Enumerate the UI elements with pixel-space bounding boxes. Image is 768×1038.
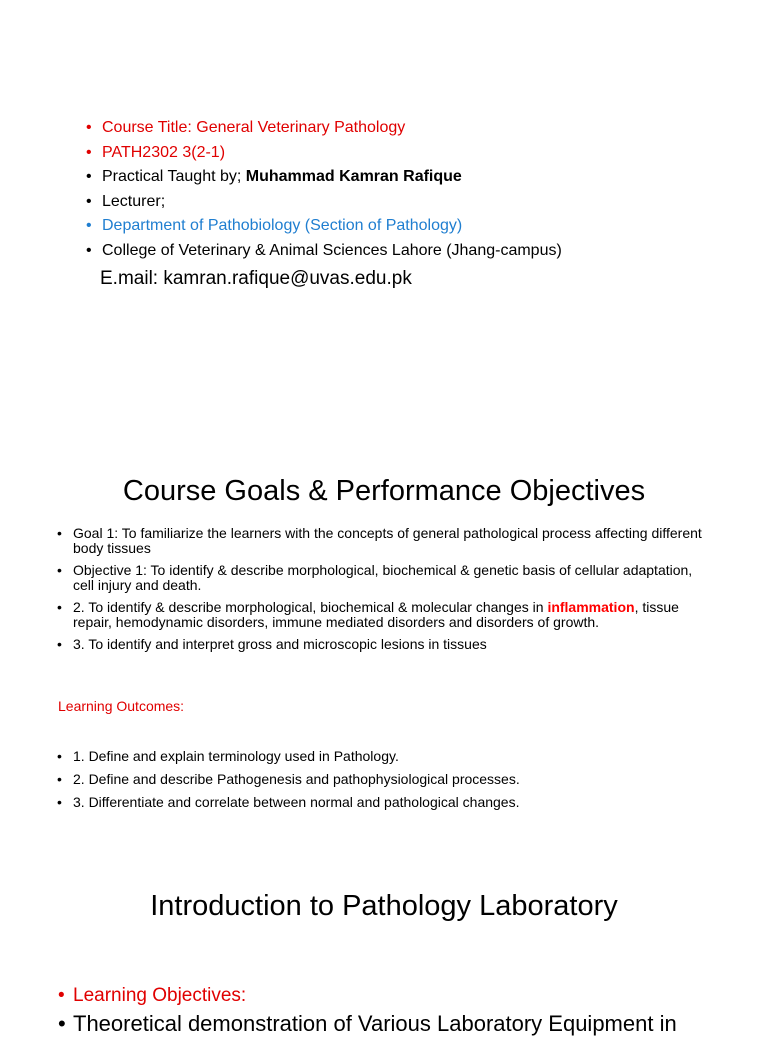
bullet-icon: • — [86, 192, 92, 210]
course-code-text: PATH2302 3(2-1) — [102, 143, 226, 161]
goals-slide-title: Course Goals & Performance Objectives — [122, 475, 646, 507]
designation-item — [86, 190, 562, 215]
goal-text: Objective 1: To identify & describe morphological, biochemical & genetic basis of cellular adaptation, cell injury and death. — [73, 562, 693, 593]
outcome-text: 2. Define and describe Pathogenesis and pathophysiological processes. — [73, 771, 520, 787]
bullet-icon: • — [86, 241, 92, 259]
bullet-icon: • — [57, 748, 62, 764]
goals-list — [57, 526, 717, 659]
learning-outcomes-list — [57, 745, 520, 814]
bullet-icon: • — [86, 168, 92, 186]
outcome-item — [57, 745, 520, 768]
goal-item — [57, 526, 717, 556]
instructor-name: Muhammad Kamran Rafique — [245, 168, 462, 186]
lab-slide-title: Introduction to Pathology Laboratory — [150, 890, 618, 922]
outcome-item — [57, 791, 520, 814]
outcome-text: 3. Differentiate and correlate between normal and pathological changes. — [73, 794, 520, 810]
department-text: Department of Pathobiology (Section of Pathology) — [102, 217, 463, 235]
college-text: College of Veterinary & Animal Sciences Lahore (Jhang-campus) — [102, 241, 562, 259]
goal-item — [57, 600, 717, 630]
instructor-prefix: Practical Taught by; — [102, 168, 246, 186]
bullet-icon: • — [86, 143, 92, 161]
bullet-icon: • — [58, 985, 65, 1006]
bullet-icon: • — [58, 1011, 66, 1036]
inflammation-highlight: inflammation — [547, 599, 635, 615]
course-info-list — [86, 116, 562, 264]
partial-objective-item — [58, 1010, 677, 1038]
learning-outcomes-label: Learning Outcomes: — [58, 698, 185, 714]
goal-item — [57, 563, 717, 593]
course-code-item — [86, 141, 562, 166]
goal-prefix: 2. To identify & describe morphological, biochemical & molecular changes in — [73, 599, 548, 615]
bullet-icon: • — [86, 217, 92, 235]
partial-objective-text: Theoretical demonstration of Various Laboratory Equipment in — [73, 1011, 677, 1036]
bullet-icon: • — [57, 794, 62, 810]
lab-objectives-list — [58, 982, 677, 1038]
bullet-icon: • — [57, 562, 62, 578]
instructor-item — [86, 165, 562, 190]
bullet-icon: • — [57, 636, 62, 652]
learning-objectives-item — [58, 982, 677, 1010]
bullet-icon: • — [57, 599, 62, 615]
bullet-icon: • — [57, 771, 62, 787]
goal-item — [57, 637, 717, 652]
designation-text: Lecturer; — [102, 192, 166, 210]
goal-text: Goal 1: To familiarize the learners with the concepts of general pathological process affecting different body tissues — [73, 525, 702, 556]
course-title-item — [86, 116, 562, 141]
goal-suffix: , tissue repair, hemodynamic disorders, immune mediated disorders and disorders of growth. — [73, 599, 679, 630]
course-title-text: Course Title: General Veterinary Pathology — [102, 119, 406, 136]
bullet-icon: • — [86, 119, 92, 136]
college-item — [86, 239, 562, 264]
goal-text: 3. To identify and interpret gross and microscopic lesions in tissues — [73, 636, 487, 652]
bullet-icon: • — [57, 525, 62, 541]
department-item — [86, 214, 562, 239]
outcome-text: 1. Define and explain terminology used in Pathology. — [73, 748, 399, 764]
learning-objectives-label: Learning Objectives: — [73, 985, 247, 1006]
outcome-item — [57, 768, 520, 791]
email-address: E.mail: kamran.rafique@uvas.edu.pk — [100, 268, 412, 289]
